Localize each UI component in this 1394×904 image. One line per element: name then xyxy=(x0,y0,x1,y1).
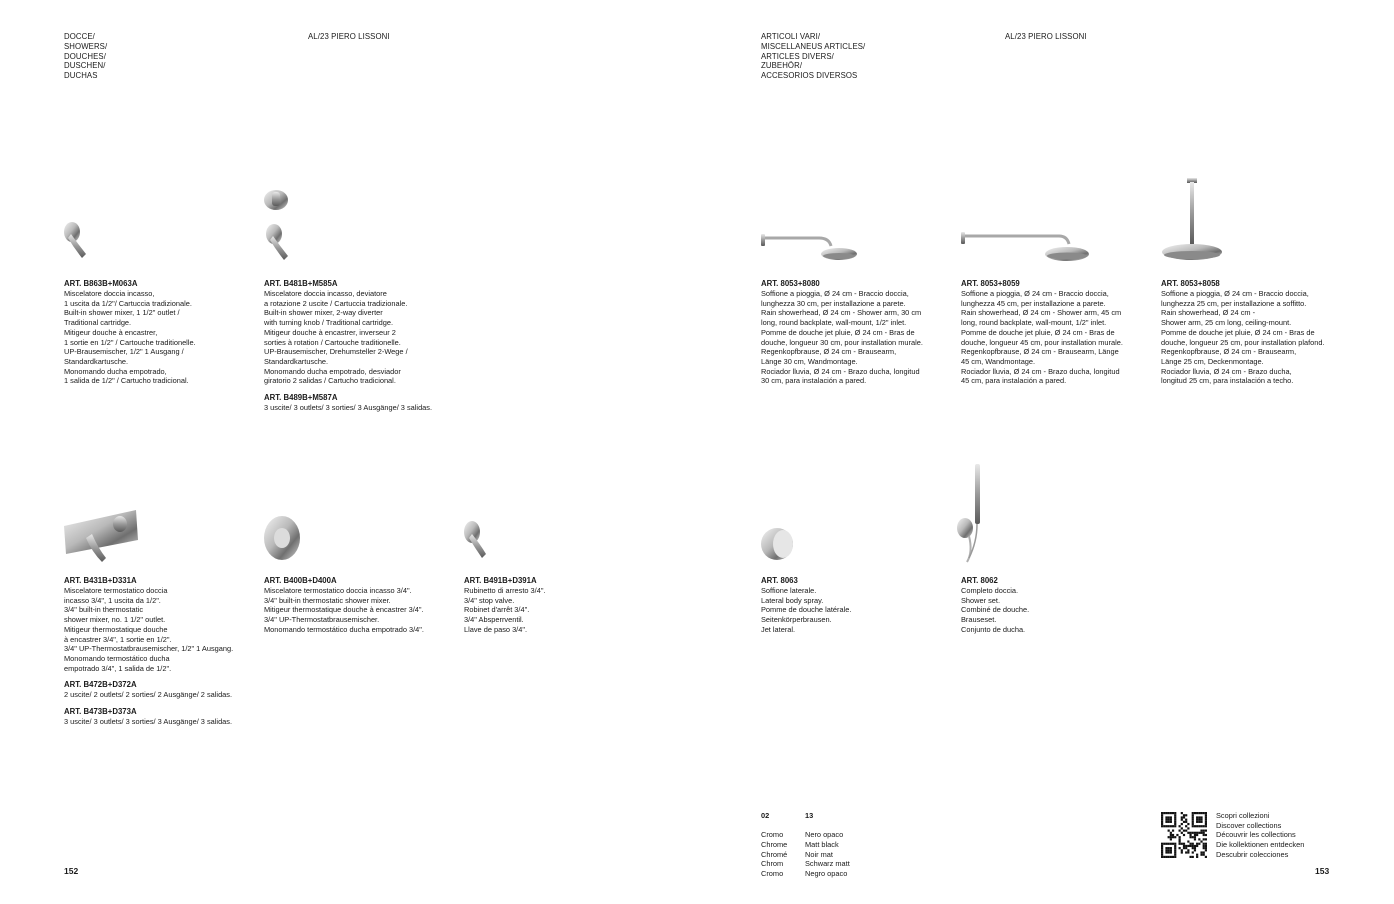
product-b491b-d391a xyxy=(464,576,649,635)
product-b481b-m585a xyxy=(264,279,464,413)
product-description: Soffione a pioggia, Ø 24 cm - Braccio doccia, lunghezza 45 cm, per installazione a parete. Rain showerhead, Ø 24 cm - Shower arm, 45 cm long, round backplate, wall-mount, 1/2" inlet. Pomme de douche jet pluie, Ø 24 cm - Bras de douche, longueur 45 cm, pour installation murale. Regenkopfbrause, Ø 24 cm - Brausearm, Länge 45 cm, Wandmontage. Rociador lluvia, Ø 24 cm - Brazo ducha, longitud 45 cm, para instalación a pared. xyxy=(961,289,1123,386)
shower-mixer-image xyxy=(62,220,90,264)
thermostatic-mixer-plate-image xyxy=(62,508,140,566)
product-b400b-d400a xyxy=(264,576,459,635)
finish-matt-black xyxy=(805,801,850,888)
product-description: Miscelatore doccia incasso, 1 uscita da 1/2"/ Cartuccia tradizionale. Built-in shower mixer, 1 1/2" outlet / Traditional cartridge. Mitigeur douche à encastrer, 1 sortie en 1/2" / Cartouche traditionelle. UP-Brausemischer, 1/2" 1 Ausgang / Standardkartusche. Monomando ducha empotrado, 1 salida de 1/2" / Cartucho tradicional. xyxy=(64,289,196,386)
finish-code: 02 xyxy=(761,810,770,820)
thermostatic-mixer-round-image xyxy=(262,514,302,562)
product-description: Soffione a pioggia, Ø 24 cm - Braccio doccia, lunghezza 30 cm, per installazione a parete. Rain showerhead, Ø 24 cm - Shower arm, 30 cm long, round backplate, wall-mount, 1/2" inlet. Pomme de douche jet pluie, Ø 24 cm - Bras de douche, longueur 30 cm, pour installation murale. Regenkopfbrause, Ø 24 cm - Brausearm, Länge 30 cm, Wandmontage. Rociador lluvia, Ø 24 cm - Brazo ducha, longitud 30 cm, para instalación a pared. xyxy=(761,289,923,386)
page-number: 153 xyxy=(1315,866,1330,876)
page-number: 152 xyxy=(64,866,79,876)
product-code: ART. 8062 xyxy=(961,576,998,585)
product-b863b-m063a xyxy=(64,279,249,386)
product-variant-description: 3 uscite/ 3 outlets/ 3 sorties/ 3 Ausgänge/ 3 salidas. xyxy=(64,717,233,727)
product-8053-8080 xyxy=(761,279,956,386)
section-title: ARTICOLI VARI/ MISCELLANEUS ARTICLES/ ARTICLES DIVERS/ ZUBEHÖR/ ACCESORIOS DIVERSOS xyxy=(761,32,866,81)
finish-chrome xyxy=(761,801,787,888)
product-variant-code: ART. B489B+M587A xyxy=(264,393,338,403)
product-code: ART. B431B+D331A xyxy=(64,576,137,585)
product-code: ART. B863B+M063A xyxy=(64,279,138,288)
finish-names: Cromo Chrome Chromé Chrom Cromo xyxy=(761,830,788,878)
product-description: Miscelatore termostatico doccia incasso 3/4", 1 uscita da 1/2". 3/4" built-in thermostatic shower mixer, no. 1 1/2" outlet. Mitigeur thermostatique douche à encastrer 3/4", 1 sortie en 1/2". 3/4" UP-Thermostatbrausemischer, 1/2" 1 Ausgang. Monomando termostático ducha empotrado 3/4", 1 salida de 1/2". xyxy=(64,586,234,673)
finish-code: 13 xyxy=(805,810,814,820)
qr-code[interactable] xyxy=(1161,812,1207,858)
lateral-body-spray-image xyxy=(759,526,797,562)
product-code: ART. 8063 xyxy=(761,576,798,585)
stop-valve-image xyxy=(462,518,492,562)
product-code: ART. B400B+D400A xyxy=(264,576,337,585)
product-description: Completo doccia. Shower set. Combiné de douche. Brauseset. Conjunto de ducha. xyxy=(961,586,1030,634)
product-variant-description: 2 uscite/ 2 outlets/ 2 sorties/ 2 Ausgänge/ 2 salidas. xyxy=(64,690,233,700)
product-code: ART. 8053+8058 xyxy=(1161,279,1220,288)
shower-mixer-diverter-image xyxy=(262,188,294,264)
product-code: ART. B491B+D391A xyxy=(464,576,537,585)
product-description: Soffione laterale. Lateral body spray. Pomme de douche latérale. Seitenkörperbrausen. Jet lateral. xyxy=(761,586,852,634)
collection-title: AL/23 PIERO LISSONI xyxy=(1005,32,1087,41)
product-description: Rubinetto di arresto 3/4". 3/4" stop valve. Robinet d'arrêt 3/4". 3/4" Absperrventil. Llave de paso 3/4". xyxy=(464,586,546,634)
ceiling-showerhead-image xyxy=(1159,178,1223,264)
product-code: ART. B481B+M585A xyxy=(264,279,338,288)
shower-set-image xyxy=(955,462,989,564)
product-description: Soffione a pioggia, Ø 24 cm - Braccio doccia, lunghezza 25 cm, per installazione a soffitto. Rain showerhead, Ø 24 cm - Shower arm, 25 cm long, ceiling-mount. Pomme de douche jet pluie, Ø 24 cm - Bras de douche, longueur 25 cm, pour installation plafond. Regenkopfbrause, Ø 24 cm - Brausearm, Länge 25 cm, Deckenmontage. Rociador lluvia, Ø 24 cm - Brazo ducha, longitud 25 cm, para instalación a techo. xyxy=(1161,289,1325,386)
product-b431b-d331a xyxy=(64,576,254,727)
product-8053-8058 xyxy=(1161,279,1361,386)
product-code: ART. 8053+8080 xyxy=(761,279,820,288)
product-8062 xyxy=(961,576,1146,635)
product-description: Miscelatore doccia incasso, deviatore a rotazione 2 uscite / Cartuccia tradizionale. Built-in shower mixer, 2-way diverter with turning knob / Traditional cartridge. Mitigeur douche à encastrer, inverseur 2 sorties à rotation / Cartouche traditionelle. UP-Brausemischer, Drehumsteller 2-Wege / Standardkartusche. Monomando ducha empotrado, desviador giratorio 2 salidas / Cartucho tradicional. xyxy=(264,289,408,386)
product-code: ART. 8053+8059 xyxy=(961,279,1020,288)
product-8063 xyxy=(761,576,946,635)
rain-showerhead-30-image xyxy=(759,230,859,264)
section-title: DOCCE/ SHOWERS/ DOUCHES/ DUSCHEN/ DUCHAS xyxy=(64,32,108,81)
rain-showerhead-45-image xyxy=(959,228,1095,264)
right-page xyxy=(697,0,1394,904)
product-variant-code: ART. B473B+D373A xyxy=(64,707,137,717)
product-variant-code: ART. B472B+D372A xyxy=(64,680,137,690)
product-variant-description: 3 uscite/ 3 outlets/ 3 sorties/ 3 Ausgänge/ 3 salidas. xyxy=(264,403,433,413)
qr-caption: Scopri collezioni Discover collections Découvrir les collections Die kollektionen entdecken Descubrir colecciones xyxy=(1216,811,1305,859)
product-description: Miscelatore termostatico doccia incasso 3/4". 3/4" built-in thermostatic shower mixer. Mitigeur thermostatique douche à encastrer 3/4". 3/4" UP-Thermostatbrausemischer. Monomando termostático ducha empotrado 3/4". xyxy=(264,586,424,634)
product-8053-8059 xyxy=(961,279,1156,386)
finish-names: Nero opaco Matt black Noir mat Schwarz matt Negro opaco xyxy=(805,830,850,878)
collection-title: AL/23 PIERO LISSONI xyxy=(308,32,390,41)
